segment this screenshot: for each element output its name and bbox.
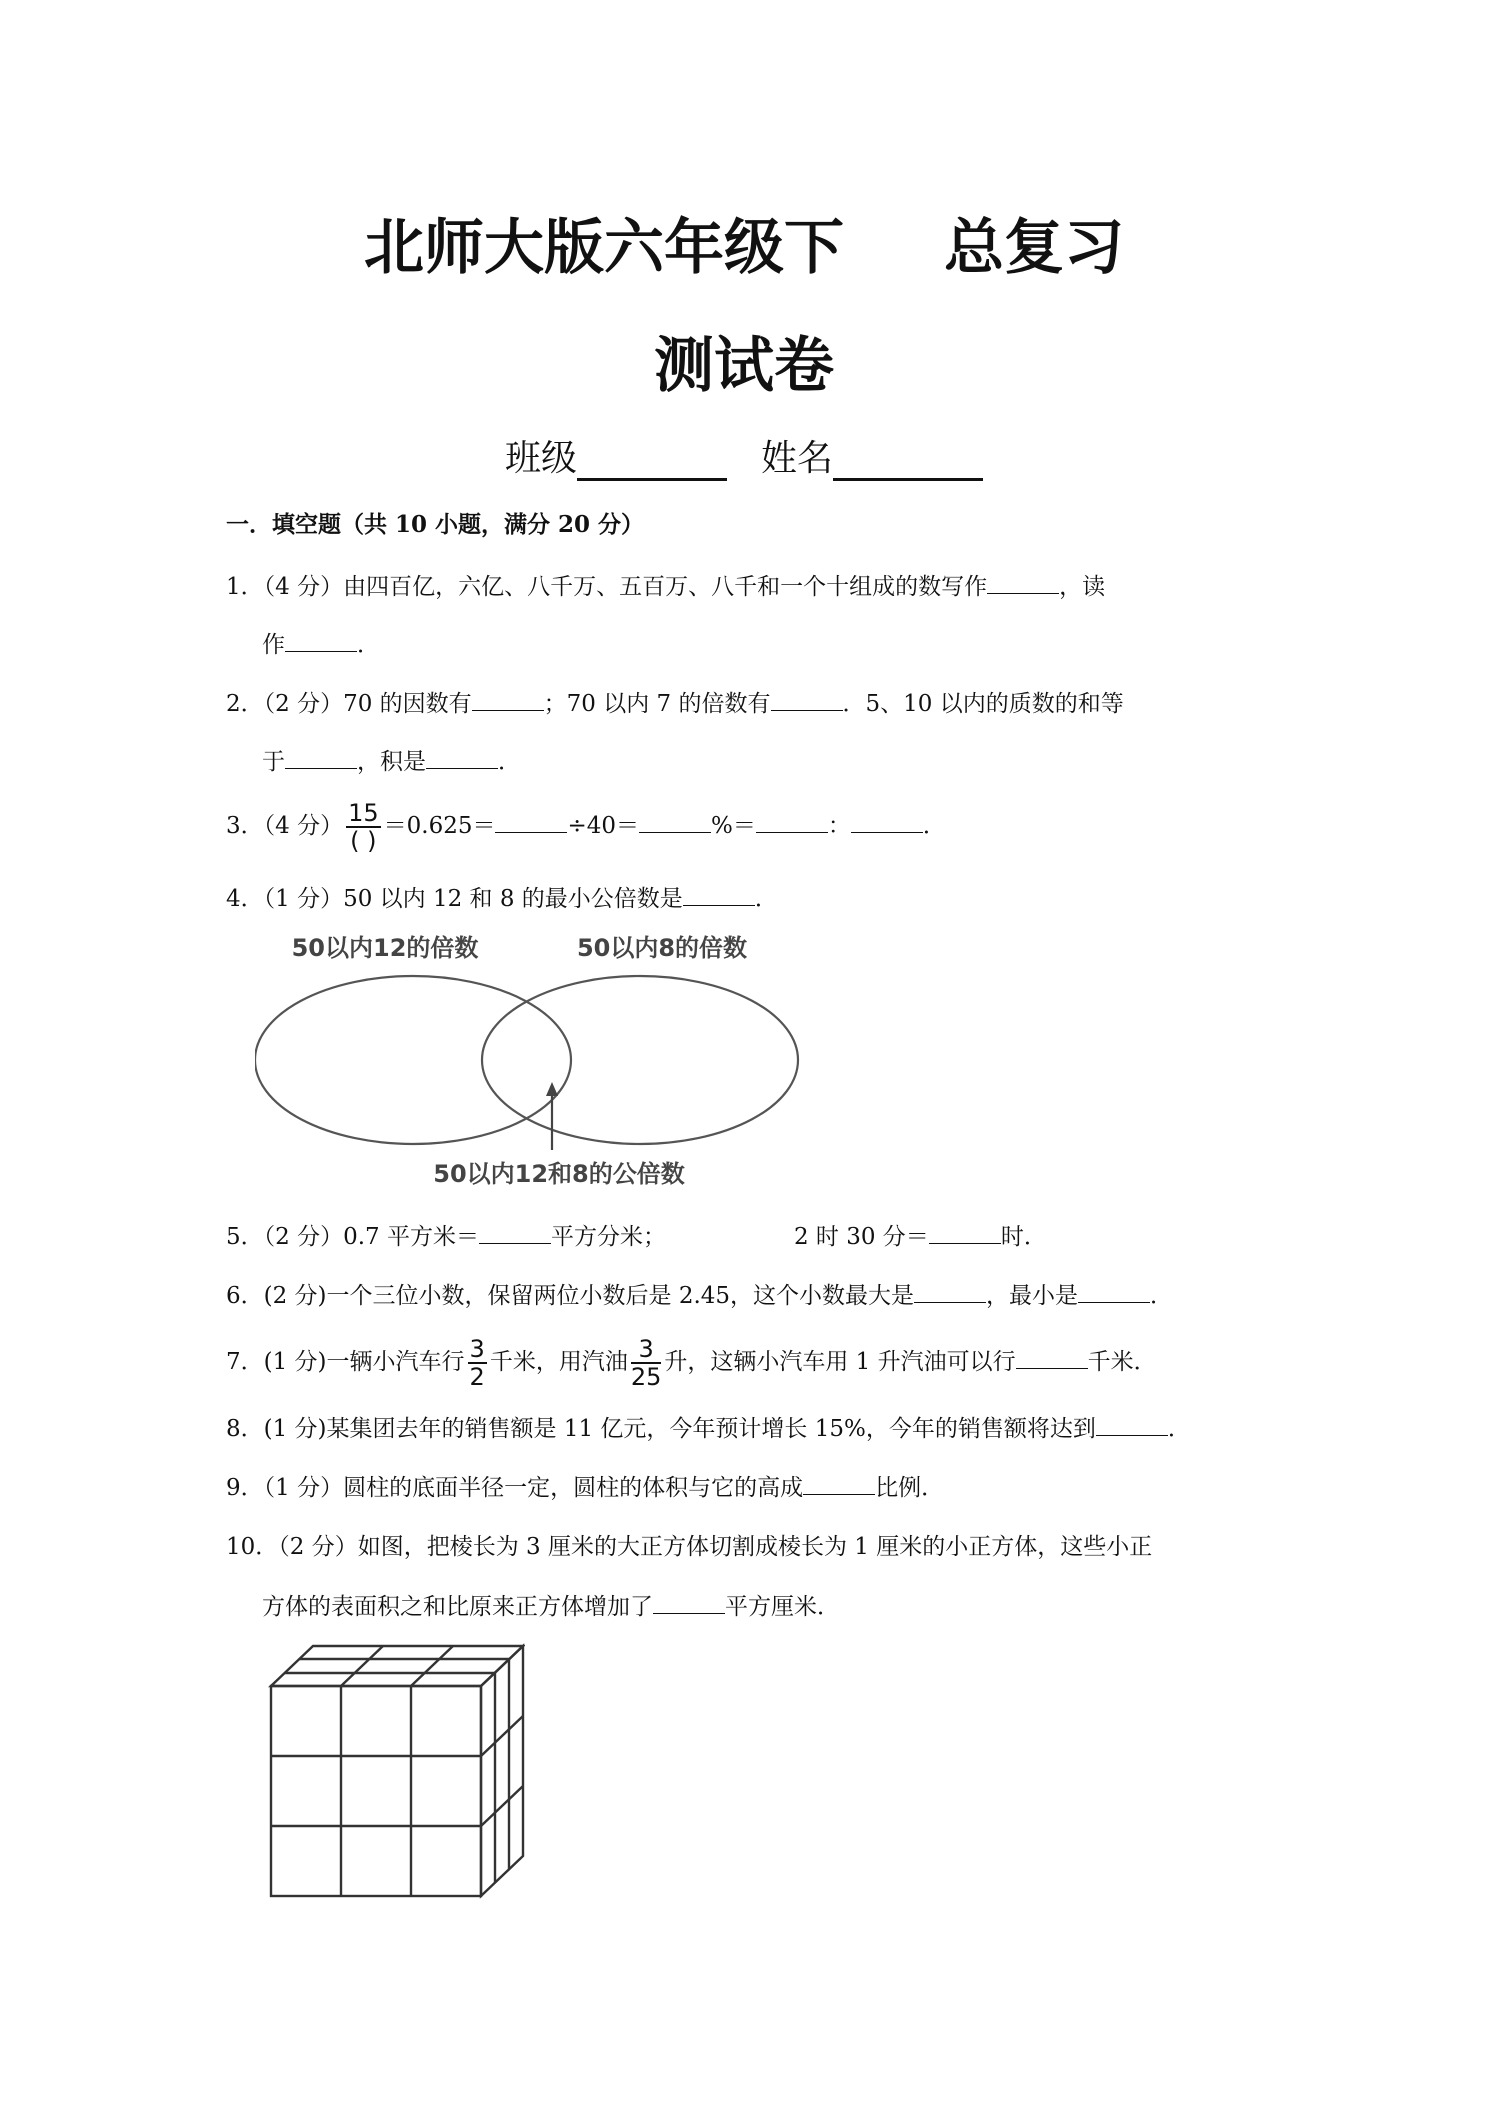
fraction-3-over-2 — [468, 1336, 487, 1390]
q6-text-b: ，最小是 — [986, 1283, 1079, 1309]
q5-text-b: 平方分米； — [550, 1224, 666, 1250]
answer-blank — [771, 690, 843, 711]
answer-blank — [1078, 1282, 1150, 1303]
question-10-line-2 — [262, 1588, 840, 1621]
fraction-denominator: 25 — [630, 1363, 662, 1391]
answer-blank — [495, 812, 567, 833]
venn-right-ellipse — [482, 976, 798, 1144]
q2-text-e: ，积是 — [357, 749, 426, 775]
q5-text-c: 2 时 30 分＝ — [793, 1224, 929, 1250]
question-1-line-2 — [262, 626, 380, 659]
q4-text-a: 4．（1 分）50 以内 12 和 8 的最小公倍数是 — [226, 886, 683, 912]
answer-blank — [851, 812, 923, 833]
q5-text-a: 5．（2 分）0.7 平方米＝ — [226, 1224, 479, 1250]
answer-blank — [426, 748, 498, 769]
cube-right-face — [481, 1646, 523, 1896]
answer-blank — [929, 1223, 1001, 1244]
question-9 — [226, 1469, 944, 1502]
q3-text-a: 3．（4 分） — [226, 813, 344, 839]
title-left: 北师大版六年级下 — [364, 213, 844, 283]
answer-blank — [1096, 1415, 1168, 1436]
q1-text-c: 作 — [262, 632, 285, 658]
question-2-line-2 — [262, 743, 521, 776]
answer-blank — [479, 1223, 551, 1244]
q10-text-b: 方体的表面积之和比原来正方体增加了 — [262, 1594, 653, 1620]
fraction-numerator: 15 — [348, 799, 379, 827]
q4-text-b: ． — [754, 886, 778, 912]
class-blank — [577, 442, 727, 481]
q5-text-d: 时． — [1000, 1224, 1047, 1250]
question-10-line-1 — [226, 1528, 1152, 1561]
venn-left-ellipse — [255, 976, 571, 1144]
venn-arrow-head — [546, 1082, 558, 1096]
q2-text-a: 2．（2 分）70 的因数有 — [226, 691, 472, 717]
answer-blank — [987, 573, 1059, 594]
title-right: 总复习 — [944, 213, 1124, 283]
fraction-3-over-25 — [631, 1336, 662, 1390]
answer-blank — [914, 1282, 986, 1303]
q3-text-e: ： — [827, 813, 851, 839]
venn-right-label: 50以内8的倍数 — [576, 934, 748, 962]
q9-text-b: 比例． — [875, 1475, 945, 1501]
name-label: 姓名 — [761, 438, 834, 479]
page-subtitle: 测试卷 — [654, 331, 834, 401]
answer-blank — [756, 812, 828, 833]
q2-text-f: ． — [498, 749, 521, 775]
answer-blank — [472, 690, 544, 711]
question-5 — [226, 1218, 1047, 1251]
q7-text-d: 千米． — [1087, 1349, 1157, 1375]
q3-text-b: ＝0.625＝ — [383, 813, 496, 839]
q7-text-a: 7．(1 分)一辆小汽车行 — [226, 1349, 465, 1375]
q6-text-a: 6．(2 分)一个三位小数，保留两位小数后是 2.45，这个小数最大是 — [226, 1283, 915, 1309]
answer-blank — [683, 885, 755, 906]
answer-blank — [639, 812, 711, 833]
section-heading: 一．填空题（共 10 小题，满分 20 分） — [226, 511, 645, 538]
question-1-line-1 — [226, 568, 1105, 601]
question-4 — [226, 880, 778, 913]
question-3 — [226, 800, 946, 854]
q8-text-b: ． — [1167, 1416, 1191, 1442]
q2-text-b: ；70 以内 7 的倍数有 — [543, 691, 771, 717]
q7-text-b: 千米，用汽油 — [489, 1349, 628, 1375]
venn-diagram — [255, 922, 855, 1202]
question-8 — [226, 1410, 1191, 1443]
answer-blank — [653, 1593, 725, 1614]
answer-blank — [285, 748, 357, 769]
fraction-denominator: ( ) — [350, 827, 377, 855]
answer-blank — [803, 1474, 875, 1495]
venn-left-label: 50以内12的倍数 — [291, 934, 479, 962]
question-7 — [226, 1336, 1157, 1390]
fraction-numerator: 3 — [469, 1335, 485, 1363]
fraction-numerator: 3 — [631, 1336, 662, 1364]
fraction-15-over-blank — [346, 800, 381, 854]
q2-text-d: 于 — [262, 749, 285, 775]
q6-text-c: ． — [1150, 1283, 1174, 1309]
q3-text-d: %＝ — [711, 813, 756, 839]
q7-text-c: 升，这辆小汽车用 1 升汽油可以行 — [664, 1349, 1016, 1375]
q10-text-c: 平方厘米． — [725, 1594, 840, 1620]
question-6 — [226, 1277, 1173, 1310]
question-2-line-1 — [226, 685, 1124, 718]
q1-text-b: ，读 — [1059, 574, 1106, 600]
q3-text-c: ÷40＝ — [567, 813, 640, 839]
q9-text-a: 9．（1 分）圆柱的底面半径一定，圆柱的体积与它的高成 — [226, 1475, 804, 1501]
student-info-line — [0, 430, 1488, 481]
fraction-denominator: 2 — [469, 1363, 485, 1391]
class-label: 班级 — [504, 438, 577, 479]
answer-blank — [1016, 1348, 1088, 1369]
page-title — [0, 200, 1488, 286]
q3-text-f: ． — [922, 813, 946, 839]
q8-text-a: 8．(1 分)某集团去年的销售额是 11 亿元，今年预计增长 15%，今年的销售额将达到 — [226, 1416, 1096, 1442]
q10-text-a: 10．（2 分）如图，把棱长为 3 厘米的大正方体切割成棱长为 1 厘米的小正方体，这些小正 — [226, 1534, 1153, 1560]
name-blank — [833, 442, 983, 481]
cube-figure — [265, 1640, 525, 1900]
q1-text-d: ． — [357, 632, 380, 658]
q1-text-a: 1．（4 分）由四百亿，六亿、八千万、五百万、八千和一个十组成的数写作 — [226, 574, 988, 600]
answer-blank — [285, 631, 357, 652]
venn-bottom-label: 50以内12和8的公倍数 — [433, 1160, 685, 1188]
q2-text-c: ．5、10 以内的质数的和等 — [842, 691, 1124, 717]
cube-front-face — [271, 1686, 481, 1896]
cube-top-face — [271, 1646, 523, 1686]
